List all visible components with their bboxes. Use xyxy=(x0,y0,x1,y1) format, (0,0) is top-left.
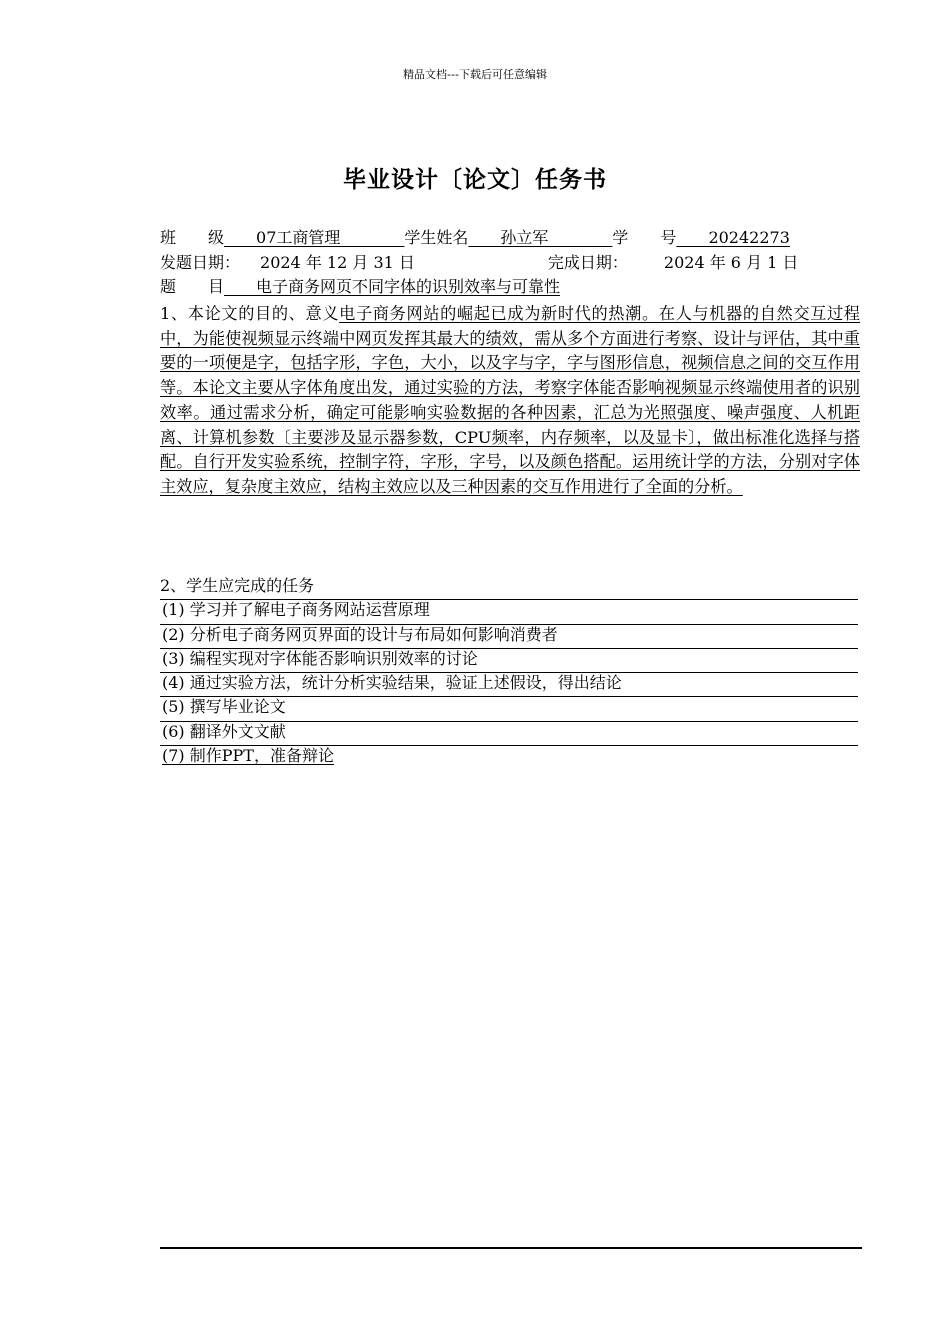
info-row-topic xyxy=(160,277,560,297)
document-title: 毕业设计〔论文〕任务书 xyxy=(343,167,607,193)
issue-date-label: 发题日期： xyxy=(160,253,241,272)
topic-value: 电子商务网页不同字体的识别效率与可靠性 xyxy=(224,277,561,296)
issue-date-value: 2024 年 12 月 31 日 xyxy=(260,253,415,272)
tasks-section xyxy=(160,576,858,770)
info-row-dates xyxy=(160,253,798,273)
class-value: 07工商管理 xyxy=(224,228,405,247)
info-row-student xyxy=(160,228,790,248)
section-purpose-text: 电子商务网站的崛起已成为新时代的热潮。在人与机器的自然交互过程中，为能使视频显示终端中网页发挥其最大的绩效，需从多个方面进行考察、设计与评估，其中重要的一项便是字，包括字形，字色，大小，以及字与字，字与图形信息，视频信息之间的交互作用等。本论文主要从字体角度出发，通过实验的方法，考察字体能否影响视频显示终端使用者的识别效率。通过需求分析，确定可能影响实验数据的各种因素，汇总为光照强度、噪声强度、人机距离、计算机参数〔主要涉及显示器参数，CPU频率，内存频率，以及显卡〕，做出标准化选择与搭配。自行开发实验系统，控制字符，字形，字号，以及颜色搭配。运用统计学的方法，分别对字体主效应，复杂度主效应，结构主效应以及三种因素的交互作用进行了全面的分析。 xyxy=(160,304,860,496)
task-item: (1) 学习并了解电子商务网站运营原理 xyxy=(160,600,858,624)
section-purpose-label: 1、本论文的目的、意义 xyxy=(160,304,340,323)
task-item: (7) 制作PPT，准备辩论 xyxy=(162,746,334,766)
task-item: (2) 分析电子商务网页界面的设计与布局如何影响消费者 xyxy=(160,625,858,649)
task-item: (3) 编程实现对字体能否影响识别效率的讨论 xyxy=(160,649,858,673)
name-value: 孙立军 xyxy=(468,228,613,247)
finish-date-label: 完成日期： xyxy=(547,253,628,272)
tasks-heading: 2、学生应完成的任务 xyxy=(160,576,858,600)
task-item: (6) 翻译外文文献 xyxy=(160,722,858,746)
name-label: 学生姓名 xyxy=(404,228,469,247)
id-label: 学 号 xyxy=(612,228,677,247)
id-value: 20242273 xyxy=(676,228,790,247)
task-item: (5) 撰写毕业论文 xyxy=(160,697,858,721)
page-header-note: 精品文档---下载后可任意编辑 xyxy=(403,68,547,81)
class-label: 班 级 xyxy=(160,228,225,247)
footer-divider xyxy=(160,1247,862,1249)
finish-date-value: 2024 年 6 月 1 日 xyxy=(663,253,799,272)
section-purpose xyxy=(160,302,860,500)
topic-label: 题 目 xyxy=(160,277,225,296)
task-item: (4) 通过实验方法，统计分析实验结果，验证上述假设，得出结论 xyxy=(160,673,858,697)
